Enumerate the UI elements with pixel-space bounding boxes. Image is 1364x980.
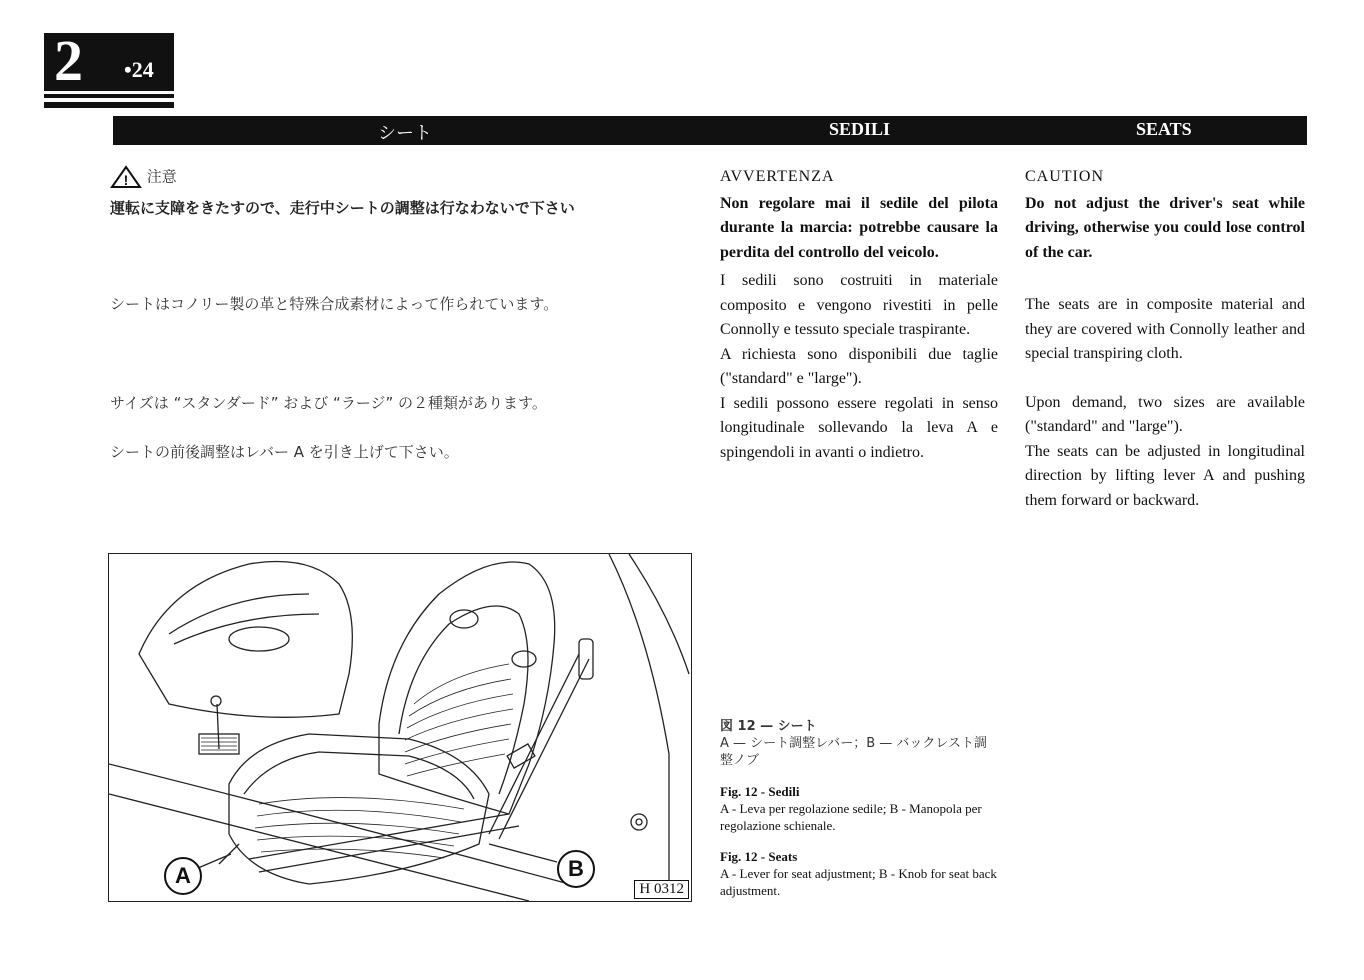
ja-paragraph-1: シートはコノリー製の革と特殊合成素材によって作られています。 (110, 295, 559, 313)
it-warn-title: AVVERTENZA (720, 168, 835, 185)
en-warn-title: CAUTION (1025, 168, 1104, 185)
warning-triangle-icon (110, 165, 142, 189)
ja-paragraph-2: サイズは “スタンダード” および “ラージ” の２種類があります。 (110, 394, 547, 412)
svg-text:!: ! (123, 172, 129, 188)
en-warn-text: Do not adjust the driver's seat while driving, otherwise you could lose control of the car. (1025, 194, 1305, 261)
ja-warn-title: 注意 (146, 167, 177, 186)
page-number: •24 (124, 57, 154, 82)
ja-caption-title: 図 12 — シート (720, 719, 817, 734)
it-caption-text: A - Leva per regolazione sedile; B - Manopola per regolazione schienale. (720, 801, 982, 833)
en-paragraph-2: Upon demand, two sizes are available ("standard" and "large"). (1025, 393, 1305, 435)
header-it: SEDILI (829, 119, 891, 139)
ja-warn-text: 運転に支障をきたすので、走行中シートの調整は行なわないで下さい (110, 199, 575, 217)
it-paragraph-2: A richiesta sono disponibili due taglie ("standard" e "large"). (720, 345, 998, 387)
ja-warning-heading (110, 165, 177, 189)
seat-illustration (108, 553, 692, 902)
en-paragraph-1: The seats are in composite material and they are covered with Connolly leather and special transpiring cloth. (1025, 296, 1305, 362)
divider (44, 102, 174, 108)
figure-code: H 0312 (634, 880, 689, 899)
ja-paragraph-3: シートの前後調整はレバー A を引き上げて下さい。 (110, 443, 459, 461)
divider (44, 94, 174, 98)
en-caption-title: Fig. 12 - Seats (720, 849, 798, 864)
en-paragraph-3: The seats can be adjusted in longitudinal direction by lifting lever A and pushing them forward or backward. (1025, 442, 1305, 509)
italian-column (720, 165, 998, 465)
it-warn-text: Non regolare mai il sedile del pilota durante la marcia: potrebbe causare la perdita del controllo del veicolo. (720, 194, 998, 261)
it-caption-title: Fig. 12 - Sedili (720, 784, 800, 799)
seat-drawing (109, 554, 691, 901)
page-number-box (44, 28, 174, 93)
header-en: SEATS (1136, 119, 1192, 139)
callout-a: A (164, 857, 202, 895)
it-paragraph-3: I sedili possono essere regolati in senso longitudinale sollevando la leva A e spingendoli in avanti o indietro. (720, 394, 998, 461)
english-column (1025, 165, 1305, 513)
section-number: 2 (54, 28, 83, 93)
figure-captions (720, 718, 1000, 899)
ja-caption-text: A — シート調整レバー；B — バックレスト調整ノブ (720, 736, 988, 768)
callout-b: B (557, 850, 595, 888)
header-ja: シート (378, 123, 432, 144)
section-header-bar (113, 116, 1307, 145)
it-paragraph-1: I sedili sono costruiti in materiale composito e vengono rivestiti in pelle Connolly e tessuto speciale traspirante. (720, 272, 998, 338)
en-caption-text: A - Lever for seat adjustment; B - Knob for seat back adjustment. (720, 866, 997, 898)
